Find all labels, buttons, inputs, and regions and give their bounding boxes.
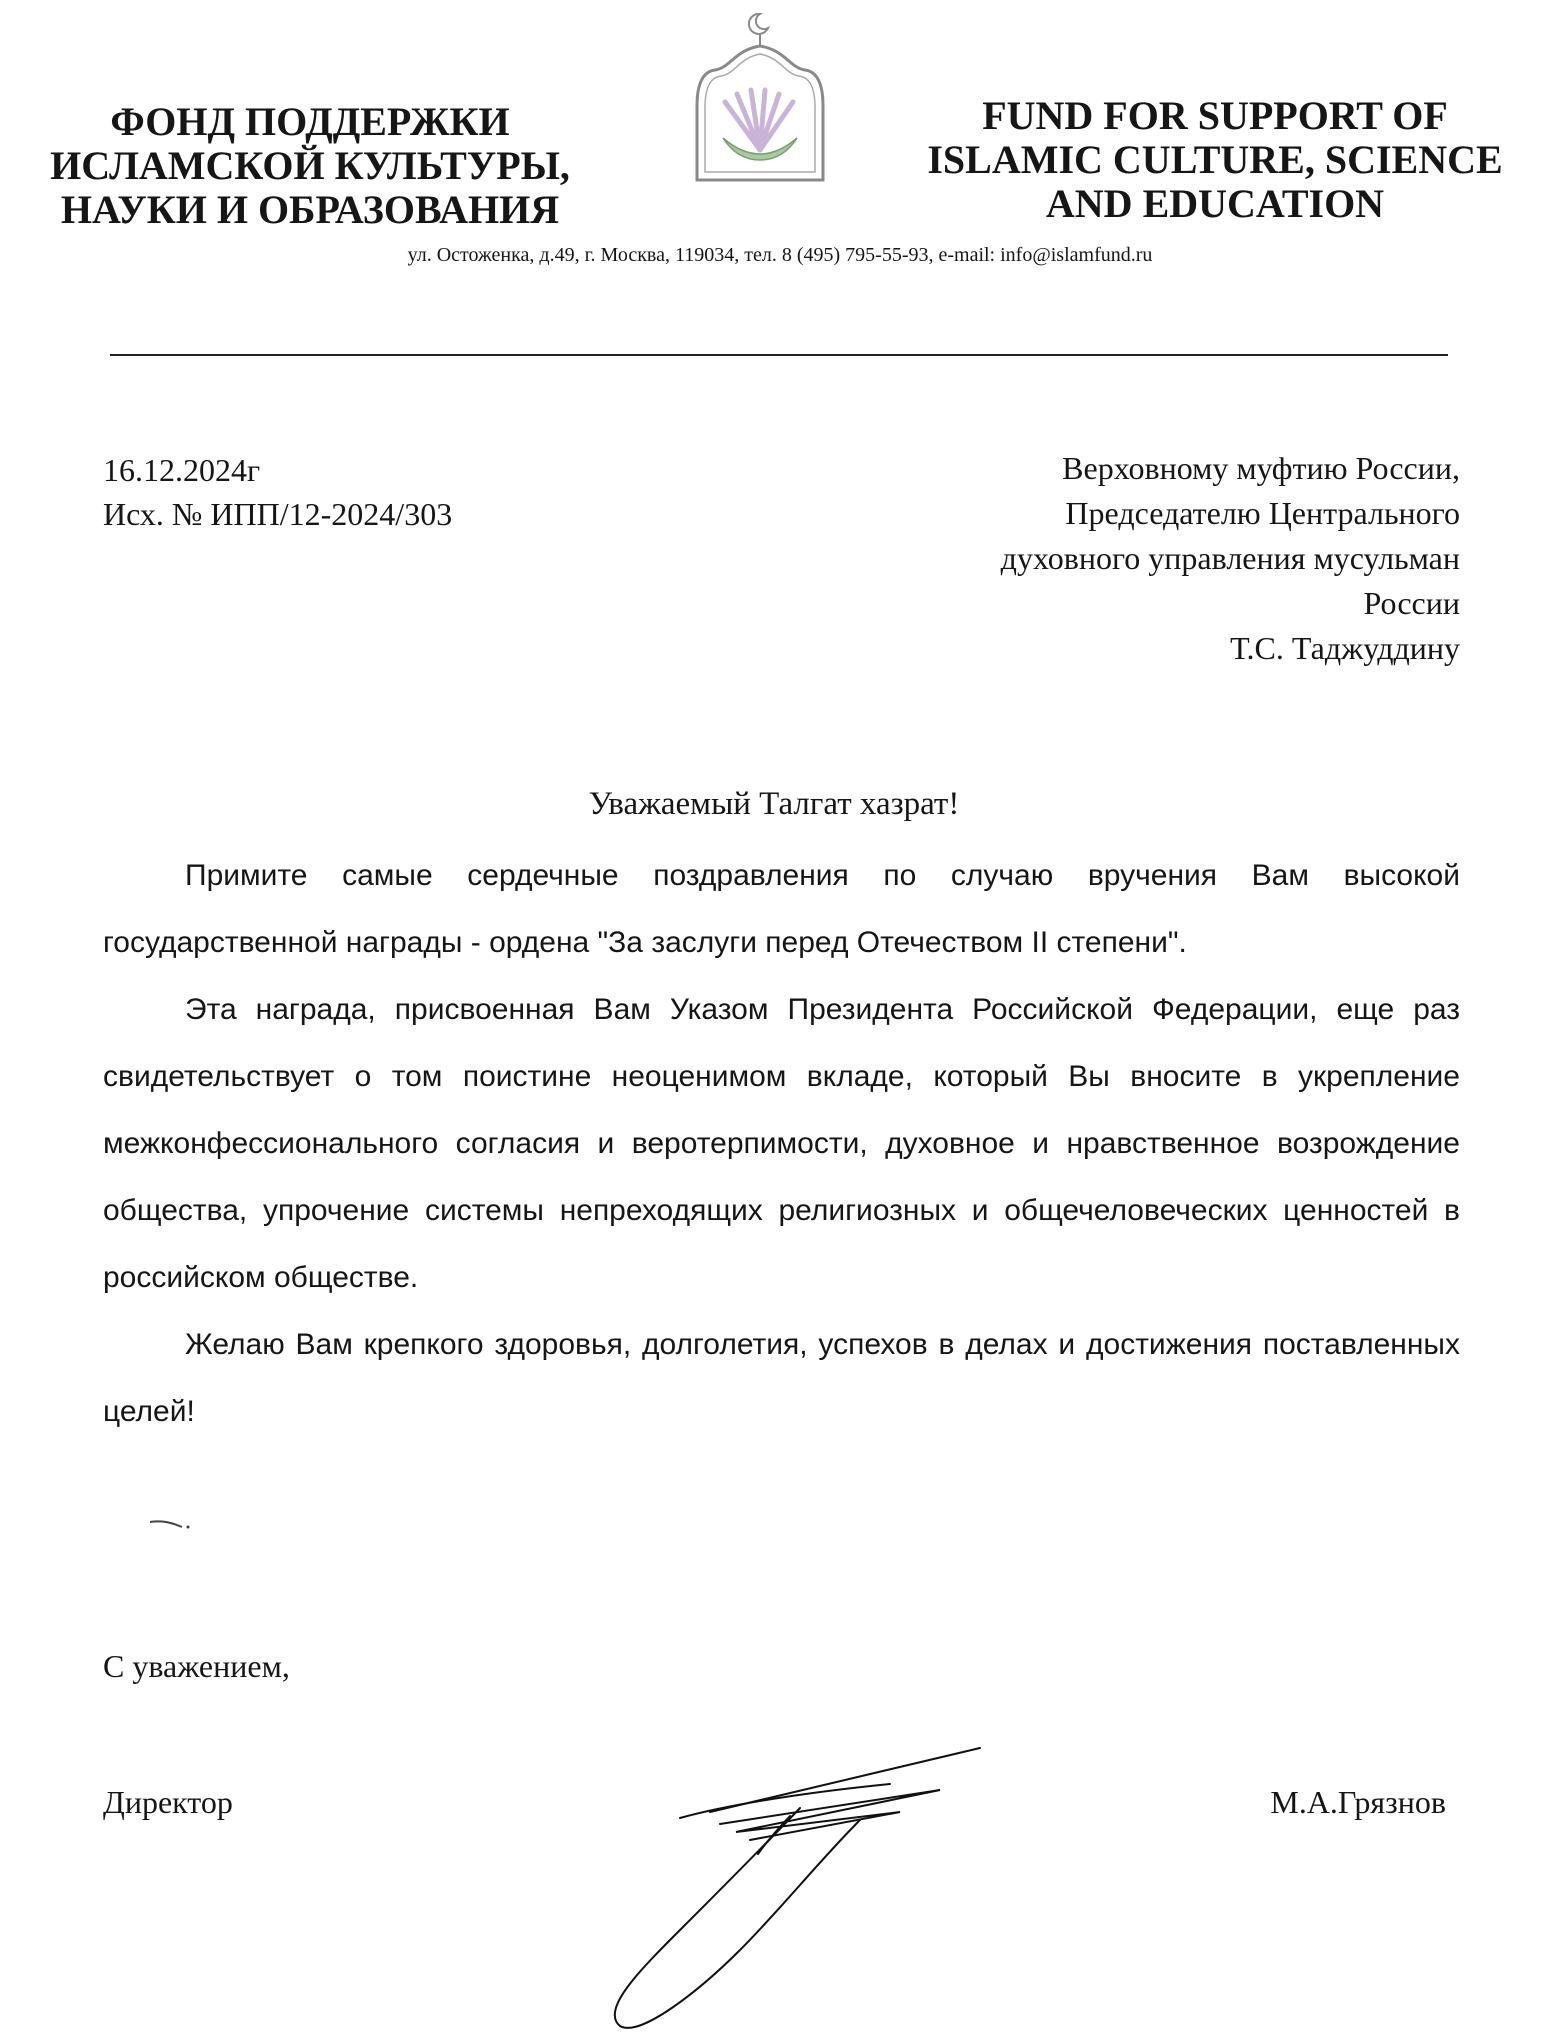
letter-date: 16.12.2024г: [103, 452, 261, 488]
org-name-ru-line: ИСЛАМСКОЙ КУЛЬТУРЫ,: [50, 143, 570, 188]
greeting: Уважаемый Талгат хазрат!: [588, 786, 960, 822]
addressee-line: Верховному муфтию России,: [1062, 450, 1460, 486]
addressee-block: [760, 446, 1460, 671]
org-name-ru-line: ФОНД ПОДДЕРЖКИ: [110, 99, 510, 144]
letter-body: [103, 842, 1460, 1445]
org-name-en: [905, 94, 1525, 226]
header-divider: [110, 354, 1448, 356]
handwritten-signature-icon: [560, 1720, 1000, 2040]
addressee-line: Председателю Центрального: [1065, 495, 1460, 531]
org-name-ru-line: НАУКИ И ОБРАЗОВАНИЯ: [60, 187, 560, 232]
org-name-en-line: FUND FOR SUPPORT OF: [982, 93, 1448, 138]
signer-name: М.А.Грязнов: [1270, 1784, 1446, 1820]
crescent-dome-emblem-icon: [675, 10, 845, 190]
body-paragraph: Эта награда, присвоенная Вам Указом Президента Российской Федерации, еще раз свидетельствует о том поистине неоценимом вкладе, который Вы вносите в укрепление межконфессионального согласия и веротерпимости, духовное и нравственное возрождение общества, упрочение системы непреходящих религиозных и общечеловеческих ценностей в российском обществе.: [103, 993, 1460, 1294]
signer-position: Директор: [103, 1784, 233, 1820]
body-paragraph: Желаю Вам крепкого здоровья, долголетия, успехов в делах и достижения поставленных целей!: [103, 1328, 1460, 1428]
letter-meta: [103, 448, 452, 536]
org-name-en-line: AND EDUCATION: [1045, 181, 1385, 226]
scan-speck: [148, 1518, 192, 1530]
org-address: ул. Остоженка, д.49, г. Москва, 119034, тел. 8 (495) 795-55-93, e-mail: info@islamfund.ru: [407, 244, 1153, 266]
addressee-line: России: [1363, 585, 1460, 621]
org-name-ru: [40, 100, 580, 232]
outgoing-number: Исх. № ИПП/12-2024/303: [103, 496, 453, 532]
closing: С уважением,: [103, 1648, 290, 1684]
org-name-en-line: ISLAMIC CULTURE, SCIENCE: [927, 137, 1503, 182]
addressee-line: Т.С. Таджуддину: [1230, 630, 1460, 666]
body-paragraph: Примите самые сердечные поздравления по случаю вручения Вам высокой государственной награды - ордена "За заслуги перед Отечеством II степени".: [103, 859, 1460, 959]
addressee-line: духовного управления мусульман: [1000, 540, 1460, 576]
